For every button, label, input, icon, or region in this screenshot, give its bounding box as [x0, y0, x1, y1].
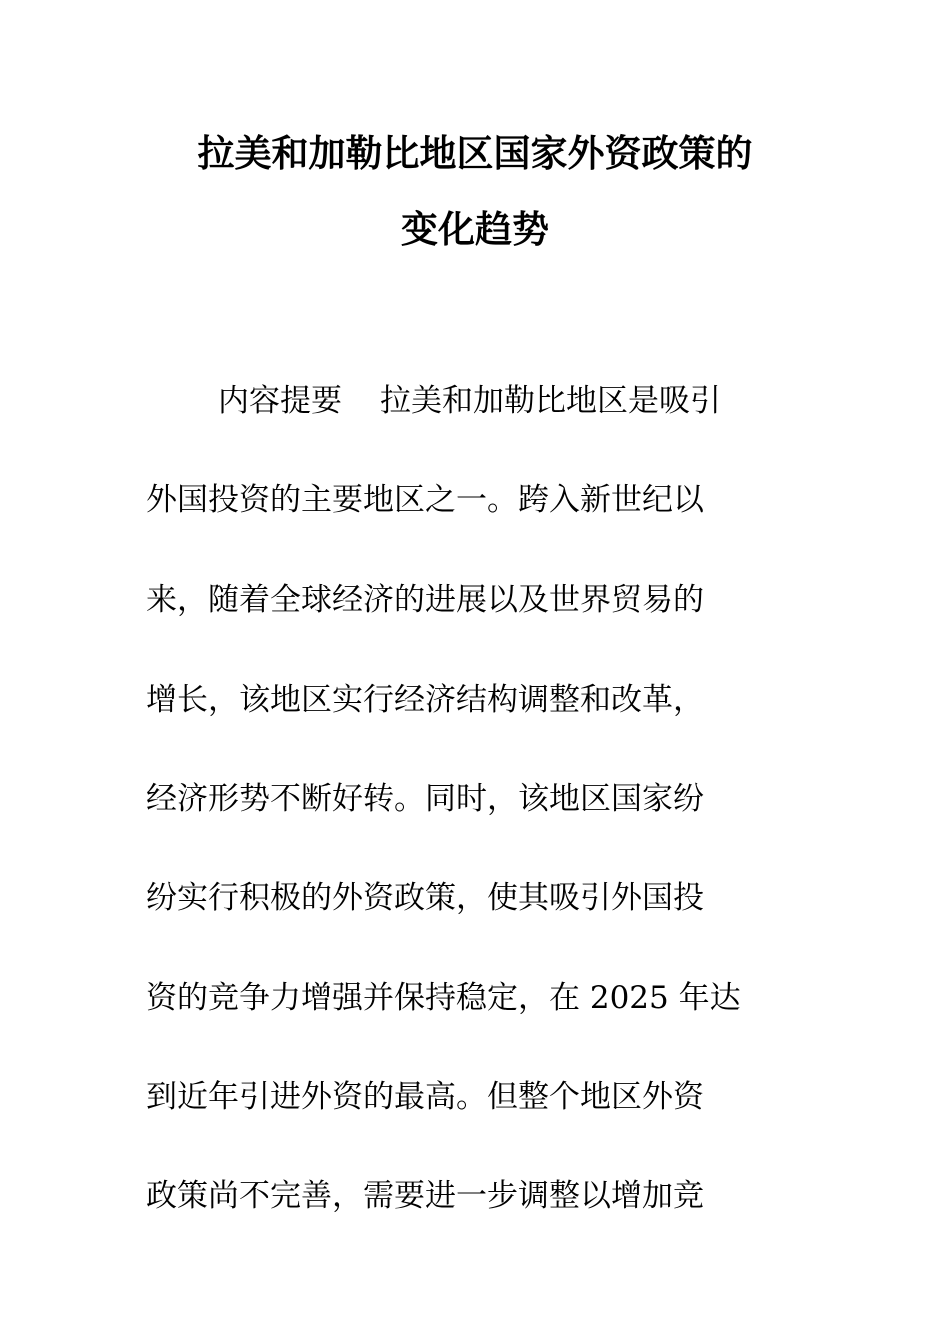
- body-line-5: 经济形势不断好转。同时，该地区国家纷: [146, 781, 704, 817]
- body-line-3: 来，随着全球经济的进展以及世界贸易的: [146, 582, 704, 618]
- summary-label: 内容提要: [218, 383, 342, 419]
- body-line-1: 拉美和加勒比地区是吸引: [380, 383, 721, 419]
- body-line-8: 到近年引进外资的最高。但整个地区外资: [146, 1079, 704, 1115]
- body-line-9: 政策尚不完善，需要进一步调整以增加竞: [146, 1178, 704, 1214]
- body-line-4: 增长，该地区实行经济结构调整和改革，: [146, 682, 704, 718]
- body-line-2: 外国投资的主要地区之一。跨入新世纪以: [146, 482, 704, 518]
- body-line-7: 资的竞争力增强并保持稳定，在 2025 年达: [146, 980, 741, 1016]
- document-title-line-2: 变化趋势: [401, 208, 549, 251]
- summary-first-line: [218, 381, 721, 421]
- body-line-6: 纷实行积极的外资政策，使其吸引外国投: [146, 880, 704, 916]
- document-title-line-1: 拉美和加勒比地区国家外资政策的: [197, 132, 753, 175]
